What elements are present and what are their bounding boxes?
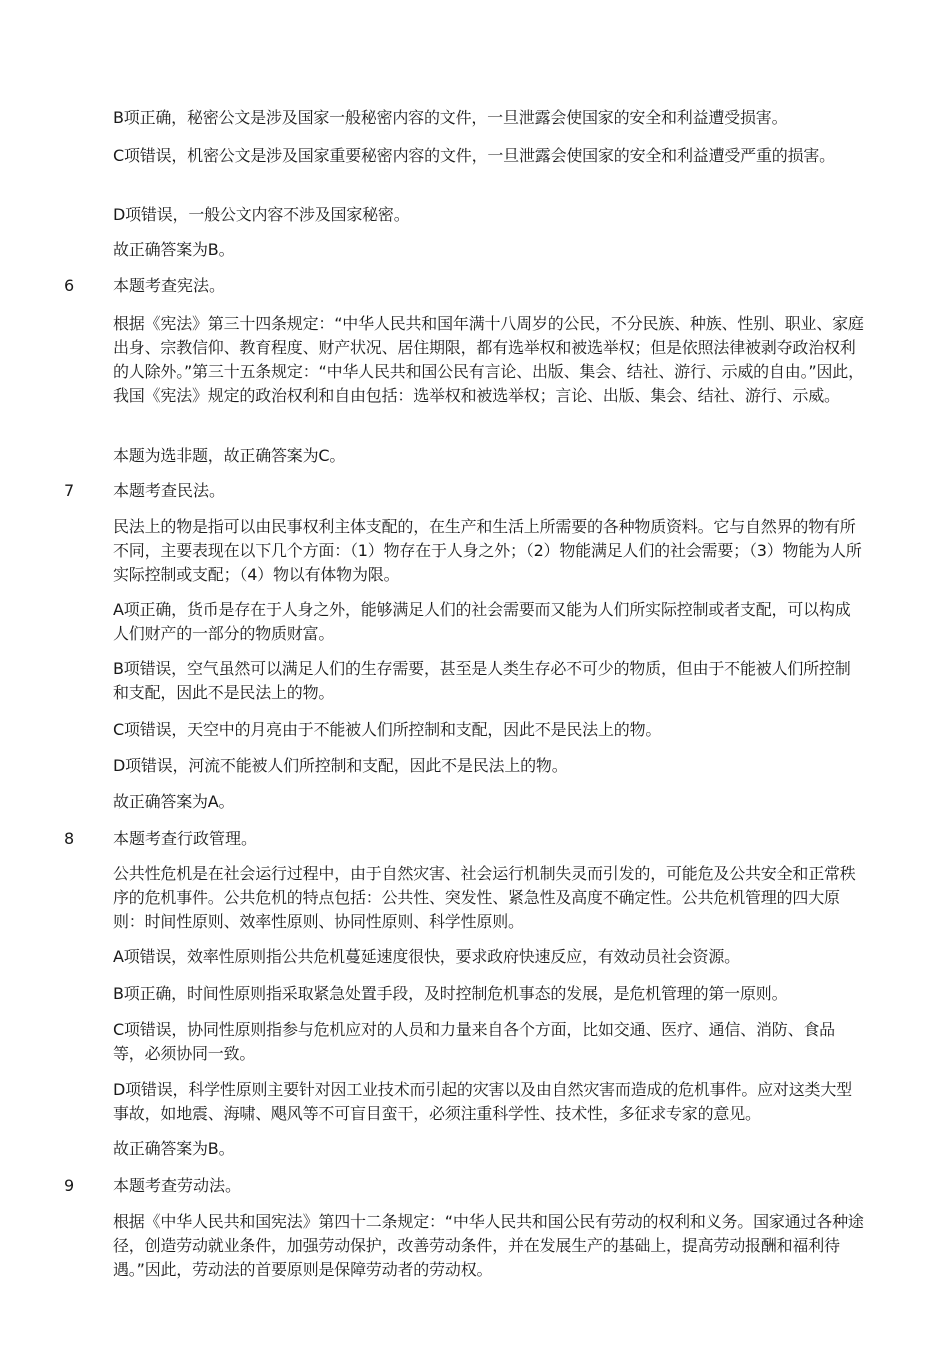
q8-option-c: C项错误，协同性原则指参与危机应对的人员和力量来自各个方面，比如交通、医疗、通信、消防、食品等，必须协同一致。 [113,1020,835,1063]
q8-body: 公共性危机是在社会运行过程中，由于自然灾害、社会运行机制失灵而引发的，可能危及公共安全和正常秩序的危机事件。公共危机的特点包括：公共性、突发性、紧急性及高度不确定性。公共危机管理的四大原则：时间性原则、效率性原则、协同性原则、科学性原则。 [113,864,856,931]
q7-option-d: D项错误，河流不能被人们所控制和支配，因此不是民法上的物。 [113,756,568,775]
q7-answer: 故正确答案为A。 [113,792,235,811]
q8-option-d: D项错误，科学性原则主要针对因工业技术而引起的灾害以及由自然灾害而造成的危机事件。应对这类大型事故，如地震、海啸、飓风等不可盲目蛮干，必须注重科学性、技术性，多征求专家的意见。 [113,1080,852,1123]
q7-option-a: A项正确，货币是存在于人身之外，能够满足人们的社会需要而又能为人们所实际控制或者支配，可以构成人们财产的一部分的物质财富。 [113,600,851,643]
q7-option-b: B项错误，空气虽然可以满足人们的生存需要，甚至是人类生存必不可少的物质，但由于不能被人们所控制和支配，因此不是民法上的物。 [113,659,851,702]
q6-title: 本题考查宪法。 [113,276,226,295]
q9-number: 9 [64,1176,75,1195]
q6-number: 6 [64,276,75,295]
q7-option-c: C项错误，天空中的月亮由于不能被人们所控制和支配，因此不是民法上的物。 [113,720,662,739]
q9-title: 本题考查劳动法。 [113,1176,242,1195]
q9-body: 根据《中华人民共和国宪法》第四十二条规定：“中华人民共和国公民有劳动的权利和义务。国家通过各种途径，创造劳动就业条件，加强劳动保护，改善劳动条件，并在发展生产的基础上，提高劳动报酬和福利待遇。”因此，劳动法的首要原则是保障劳动者的劳动权。 [113,1212,864,1279]
q5-option-d: D项错误，一般公文内容不涉及国家秘密。 [113,205,410,224]
q5-option-b: B项正确，秘密公文是涉及国家一般秘密内容的文件，一旦泄露会使国家的安全和利益遭受损害。 [113,108,788,127]
q6-body: 根据《宪法》第三十四条规定：“中华人民共和国年满十八周岁的公民，不分民族、种族、性别、职业、家庭出身、宗教信仰、教育程度、财产状况、居住期限，都有选举权和被选举权；但是依照法律被剥夺政治权利的人除外。”第三十五条规定：“中华人民共和国公民有言论、出版、集会、结社、游行、示威的自由。”因此，我国《宪法》规定的政治权利和自由包括：选举权和被选举权；言论、出版、集会、结社、游行、示威。 [113,314,864,405]
q6-answer: 本题为选非题，故正确答案为C。 [113,446,346,465]
q8-answer: 故正确答案为B。 [113,1139,235,1158]
q8-option-a: A项错误，效率性原则指公共危机蔓延速度很快，要求政府快速反应，有效动员社会资源。 [113,947,740,966]
q7-title: 本题考查民法。 [113,481,226,500]
q8-option-b: B项正确，时间性原则指采取紧急处置手段，及时控制危机事态的发展，是危机管理的第一原则。 [113,984,788,1003]
q7-body: 民法上的物是指可以由民事权利主体支配的，在生产和生活上所需要的各种物质资料。它与自然界的物有所不同，主要表现在以下几个方面：（1）物存在于人身之外；（2）物能满足人们的社会需要；（3）物能为人所实际控制或支配；（4）物以有体物为限。 [113,517,862,584]
q5-option-c: C项错误，机密公文是涉及国家重要秘密内容的文件，一旦泄露会使国家的安全和利益遭受严重的损害。 [113,146,835,165]
q7-number: 7 [64,481,75,500]
q8-title: 本题考查行政管理。 [113,829,258,848]
q8-number: 8 [64,829,75,848]
q5-answer: 故正确答案为B。 [113,240,235,259]
